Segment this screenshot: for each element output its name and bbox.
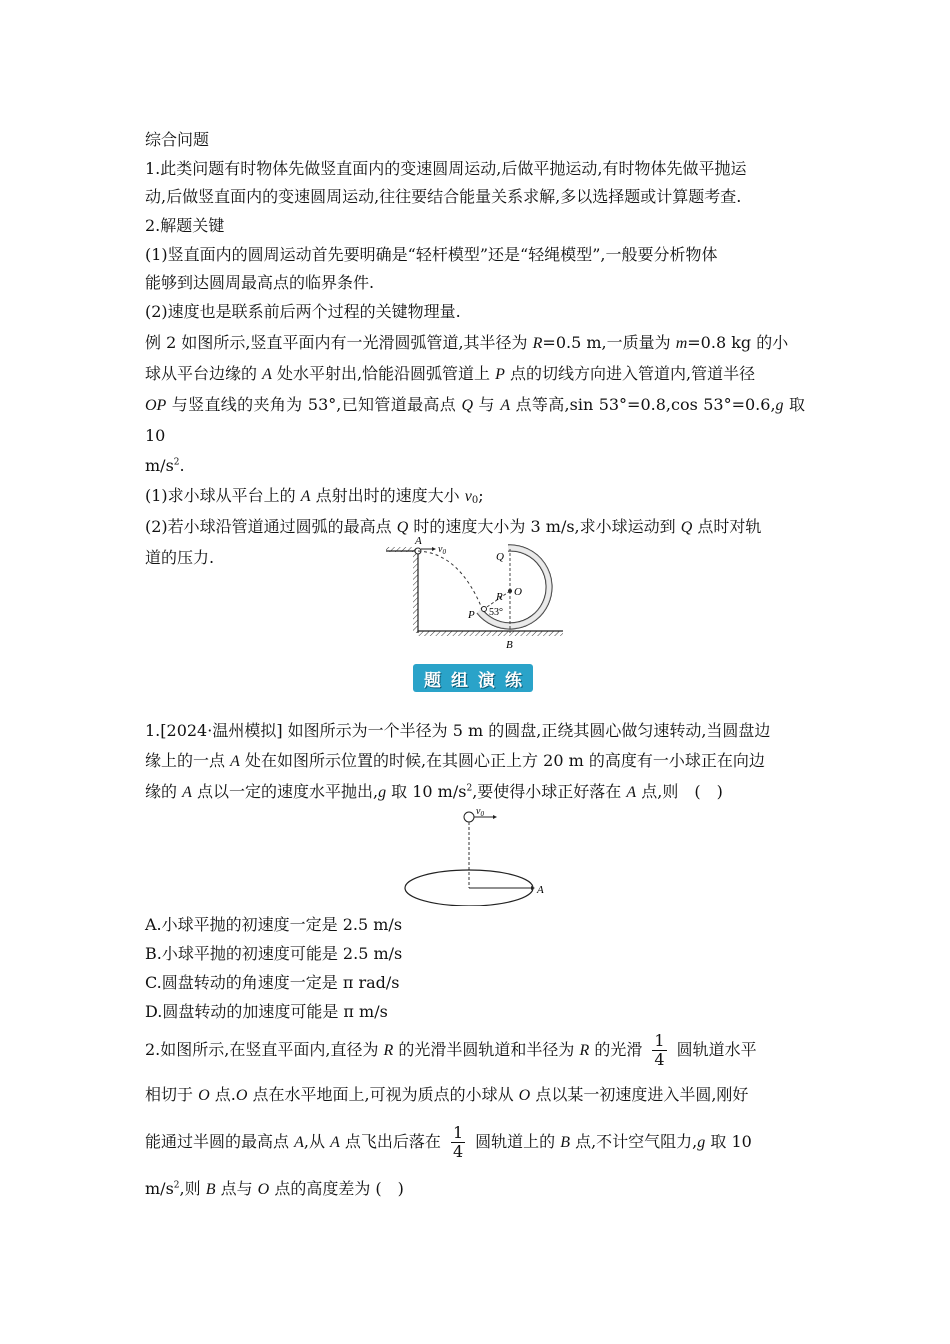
label-r: R bbox=[496, 591, 503, 603]
example-2-line-2: 球从平台边缘的 A 处水平射出,恰能沿圆弧管道上 P 点的切线方向进入管道内,管道半径 bbox=[145, 364, 756, 383]
example-2-line-3: OP 与竖直线的夹角为 53°,已知管道最高点 Q 与 A 点等高,sin 53°=0.8,cos 53°=0.6,g 取 10 bbox=[145, 395, 805, 445]
exercise-group-badge bbox=[413, 664, 533, 692]
paragraph-2: 2.解题关键 bbox=[145, 216, 225, 235]
label-v0: $v_0$ bbox=[438, 544, 446, 556]
badge-char-2: 组 bbox=[451, 670, 468, 691]
ball bbox=[464, 812, 474, 822]
label-b: B bbox=[506, 639, 513, 651]
label-a: A bbox=[537, 884, 544, 896]
section-title: 综合问题 bbox=[145, 130, 210, 149]
velocity-arrow bbox=[493, 815, 497, 819]
problem-2-line-2: 相切于 O 点.O 点在水平地面上,可视为质点的小球从 O 点以某一初速度进入半圆,刚好 bbox=[145, 1085, 749, 1104]
problem-2-line-4: $m/s^2$,则 B 点与 O 点的高度差为 ( ) bbox=[145, 1179, 404, 1198]
problem-2-line-1: 2.如图所示,在竖直平面内,直径为 R 的光滑半圆轨道和半径为 R 的光滑 $\frac{1}{4}$ 圆轨道水平 bbox=[145, 1031, 757, 1069]
ground-hatch bbox=[418, 631, 563, 636]
question-1: (1)求小球从平台上的 A 点射出时的速度大小 $v_0$; bbox=[145, 486, 484, 506]
problem-1-line-1: 1.[2024·温州模拟] 如图所示为一个半径为 5 m 的圆盘,正绕其圆心做匀速转动,当圆盘边 bbox=[145, 721, 771, 740]
label-o: O bbox=[514, 586, 522, 598]
problem-1-line-3: 缘的 A 点以一定的速度水平抛出,g 取 10 $m/s^2$,要使得小球正好落在 A 点,则 ( ) bbox=[145, 782, 723, 801]
paragraph-1: 1.此类问题有时物体先做竖直面内的变速圆周运动,后做平抛运动,有时物体先做平抛运 动,后做竖直面内的变速圆周运动,往往要结合能量关系求解,多以选择题或计算题考查. bbox=[145, 159, 747, 206]
label-a: A bbox=[415, 535, 422, 547]
figure-pipe-projectile bbox=[380, 533, 570, 657]
problem-2 bbox=[145, 1028, 757, 1212]
wall-hatch bbox=[413, 551, 418, 633]
badge-char-3: 演 bbox=[478, 670, 495, 691]
fraction-quarter: $\frac{1}{4}$ bbox=[654, 1031, 665, 1069]
label-angle: 53° bbox=[489, 607, 503, 618]
section-block bbox=[145, 126, 746, 326]
label-p: P bbox=[468, 609, 475, 621]
problem-1-options bbox=[145, 911, 402, 1026]
fraction-quarter-2: $\frac{1}{4}$ bbox=[452, 1123, 464, 1161]
badge-char-4: 练 bbox=[505, 670, 522, 691]
problem-2-line-3: 能通过半圆的最高点 A,从 A 点飞出后落在 $\frac{1}{4}$ 圆轨道上的 B 点,不计空气阻力,g 取 10 bbox=[145, 1123, 752, 1161]
trajectory-dashed bbox=[418, 551, 483, 611]
badge-char-1: 题 bbox=[424, 670, 441, 691]
label-q: Q bbox=[496, 551, 504, 563]
example-2-line-1: 例 2 如图所示,竖直平面内有一光滑圆弧管道,其半径为 R=0.5 m,一质量为 m=0.8 kg 的小 bbox=[145, 333, 789, 352]
problem-1-line-2: 缘上的一点 A 处在如图所示位置的时候,在其圆心正上方 20 m 的高度有一小球正在向边 bbox=[145, 751, 765, 770]
question-2: (2)若小球沿管道通过圆弧的最高点 Q 时的速度大小为 3 m/s,求小球运动到 Q 点时对轨 道的压力. bbox=[145, 517, 762, 567]
figure-disc-ball bbox=[400, 806, 560, 906]
option-b[interactable]: B.小球平抛的初速度可能是 2.5 m/s bbox=[145, 944, 403, 963]
option-a[interactable]: A.小球平抛的初速度一定是 2.5 m/s bbox=[145, 915, 403, 934]
example-2-line-4: $m/s^2$. bbox=[145, 456, 185, 475]
option-c[interactable]: C.圆盘转动的角速度一定是 π rad/s bbox=[145, 973, 400, 992]
paragraph-3: (1)竖直面内的圆周运动首先要明确是“轻杆模型”还是“轻绳模型”,一般要分析物体 能够到达圆周最高点的临界条件. bbox=[145, 245, 718, 292]
label-v0: $v_0$ bbox=[476, 806, 484, 818]
problem-1 bbox=[145, 716, 770, 808]
paragraph-4: (2)速度也是联系前后两个过程的关键物理量. bbox=[145, 302, 461, 321]
option-d[interactable]: D.圆盘转动的加速度可能是 π m/s bbox=[145, 1002, 388, 1021]
